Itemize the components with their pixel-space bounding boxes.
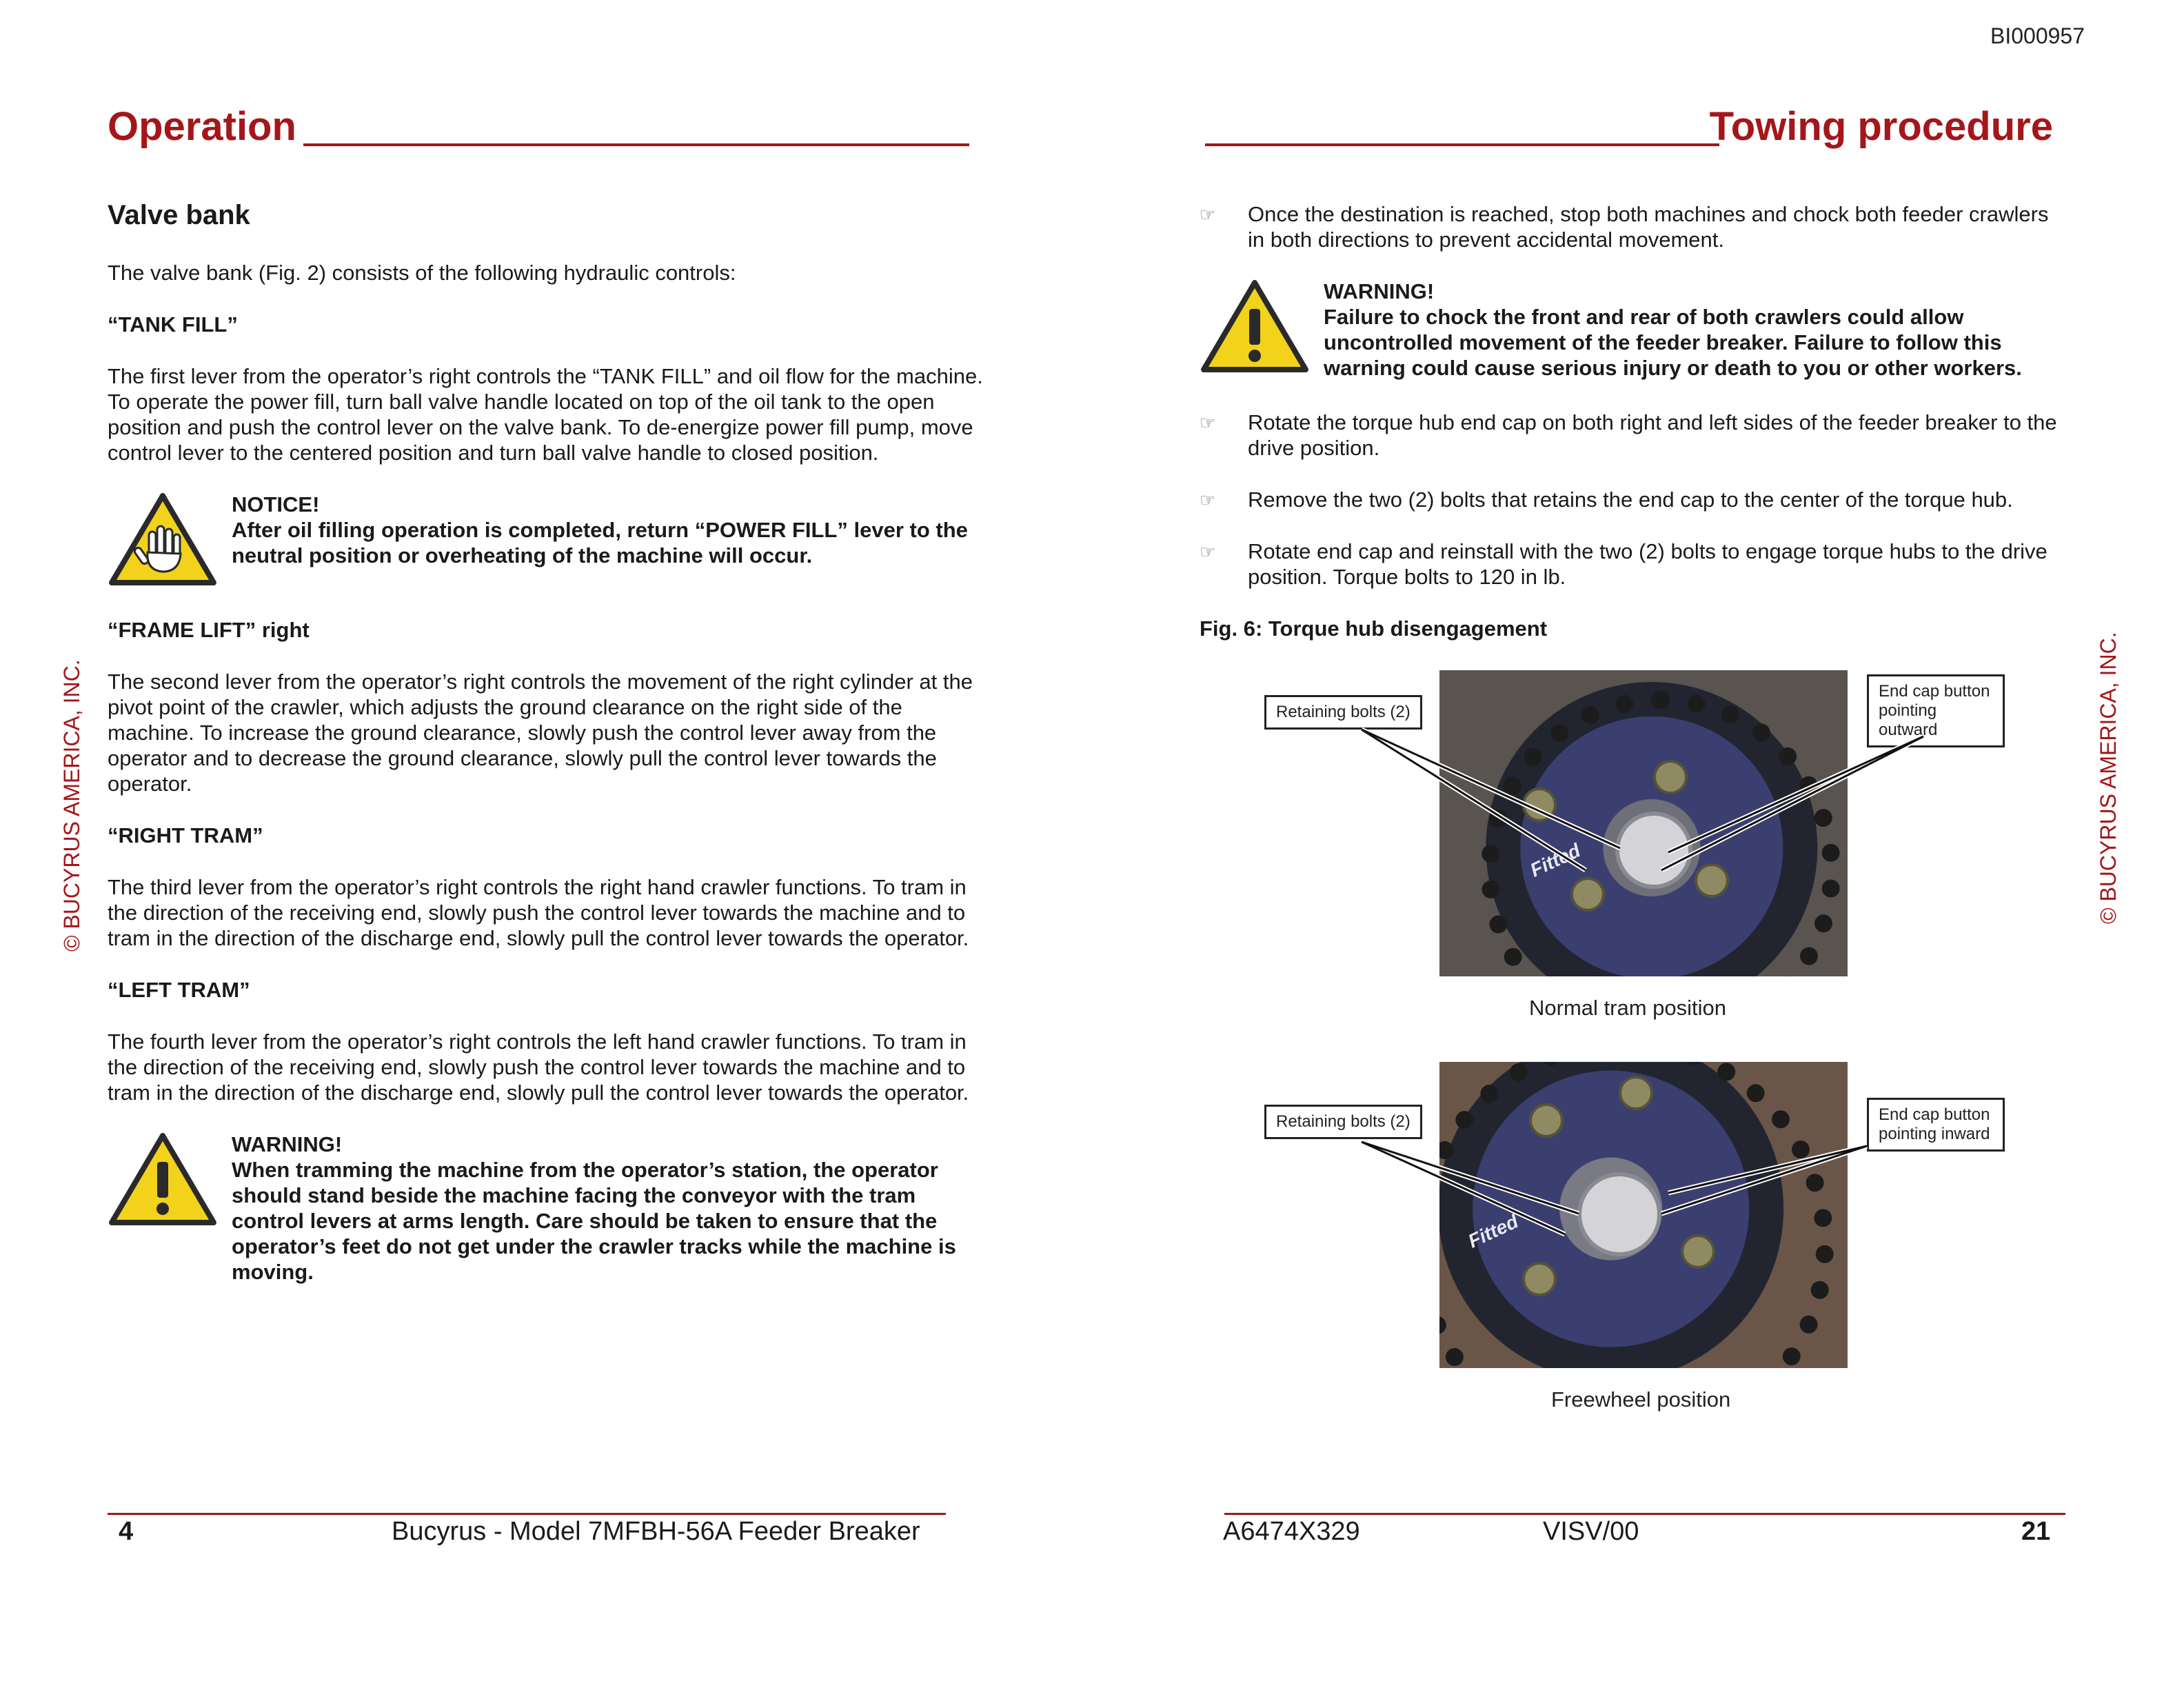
frame-lift-heading: “FRAME LIFT” right [108, 618, 310, 642]
pointing-hand-icon: ☞ [1200, 490, 1216, 510]
footer-rule-left [108, 1513, 946, 1515]
bullet-text: Rotate end cap and reinstall with the two (2) bolts to engage torque hubs to the drive position. Torque bolts to 120 in lb. [1248, 539, 2048, 589]
page-title-right: Towing procedure [1709, 104, 2053, 149]
pointing-hand-icon: ☞ [1200, 204, 1216, 225]
right-tram-body: The third lever from the operator’s right controls the right hand crawler functions. To tram in the direction of the receiving end, slowly push the control lever towards the machine and to tram in the direction of the discharge end, slowly pull the control lever towards the operator. [108, 875, 969, 950]
warning-body-left: When tramming the machine from the operator’s station, the operator should stand beside the machine facing the conveyor with the tram control levers at arms length. Care should be taken to ensure that the operator’s feet do not get under the crawler tracks while the machine is moving. [232, 1158, 956, 1284]
footer-doc-code: A6474X329 [1223, 1517, 1360, 1546]
callout-end-cap-button: End cap button pointing inward [1867, 1098, 2005, 1152]
figure-title: Fig. 6: Torque hub disengagement [1200, 616, 1548, 641]
intro-text: The valve bank (Fig. 2) consists of the following hydraulic controls: [108, 261, 736, 285]
page-title-left: Operation [108, 104, 296, 149]
left-tram-body: The fourth lever from the operator’s right controls the left hand crawler functions. To tram in the direction of the receiving end, slowly push the control lever towards the machine and to tram in the direction of the discharge end, slowly pull the control lever towards the operator. [108, 1029, 969, 1105]
hub-marking: Fitted [1526, 839, 1584, 881]
pointing-hand-icon: ☞ [1200, 412, 1216, 433]
notice-body: After oil filling operation is completed, return “POWER FILL” lever to the neutral position or overheating of the machine will occur. [232, 518, 968, 567]
bullet-text: Remove the two (2) bolts that retains the end cap to the center of the torque hub. [1248, 488, 2013, 512]
figure-caption: Freewheel position [1551, 1387, 1731, 1411]
copyright-side-right: © BUCYRUS AMERICA, INC. [2096, 632, 2121, 924]
callout-end-cap-button: End cap button pointing outward [1867, 674, 2005, 747]
right-tram-heading: “RIGHT TRAM” [108, 823, 263, 847]
footer-rule-right [1224, 1513, 2065, 1515]
callout-retaining-bolts: Retaining bolts (2) [1264, 1105, 1422, 1139]
footer-page-number-right: 21 [2021, 1517, 2051, 1546]
warning-title-right: WARNING! [1324, 279, 1435, 303]
bullet-text: Rotate the torque hub end cap on both right and left sides of the feeder breaker to the drive position. [1248, 410, 2057, 460]
pointing-hand-icon: ☞ [1200, 541, 1216, 562]
warning-title-left: WARNING! [232, 1132, 343, 1156]
bullet-text: Once the destination is reached, stop both machines and chock both feeder crawlers in both directions to prevent accidental movement. [1248, 202, 2049, 252]
section-title: Valve bank [108, 200, 250, 230]
footer-revision: VISV/00 [1543, 1517, 1639, 1546]
frame-lift-body: The second lever from the operator’s right controls the movement of the right cylinder at the pivot point of the crawler, which adjusts the ground clearance on the right side of the machine. To increase the ground clearance, slowly push the control lever away from the operator and to decrease the ground clearance, slowly pull the control lever towards the operator. [108, 670, 973, 796]
copyright-side-left: © BUCYRUS AMERICA, INC. [59, 659, 84, 952]
warning-body-right: Failure to chock the front and rear of both crawlers could allow uncontrolled movement of the feeder breaker. Failure to follow this warning could cause serious injury or death to you or other workers. [1324, 305, 2022, 380]
footer-publication-title: Bucyrus - Model 7MFBH-56A Feeder Breaker [392, 1517, 920, 1546]
tank-fill-body: The first lever from the operator’s right controls the “TANK FILL” and oil flow for the machine. To operate the power fill, turn ball valve handle located on top of the oil tank to the open position and push the control lever on the valve bank. To de-energize power fill pump, move control lever to the centered position and turn ball valve handle to closed position. [108, 364, 983, 465]
document-id: BI000957 [1990, 23, 2085, 48]
figure-caption: Normal tram position [1529, 996, 1726, 1020]
callout-retaining-bolts: Retaining bolts (2) [1264, 695, 1422, 730]
hub-marking: Fitted [1464, 1210, 1521, 1252]
left-tram-heading: “LEFT TRAM” [108, 978, 250, 1002]
notice-title: NOTICE! [232, 492, 320, 516]
footer-page-number-left: 4 [119, 1517, 134, 1546]
tank-fill-heading: “TANK FILL” [108, 312, 238, 336]
